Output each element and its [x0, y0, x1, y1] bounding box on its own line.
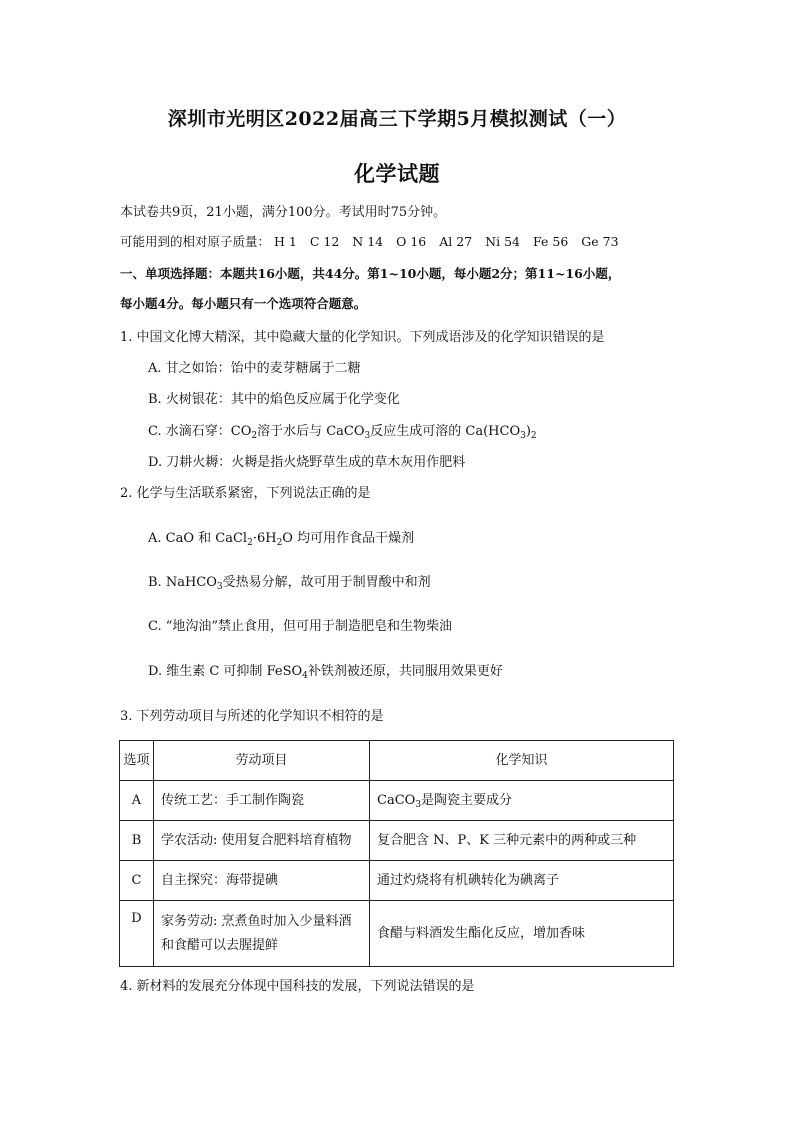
- atomic-mass-label: 可能用到的相对原子质量：: [120, 234, 271, 249]
- row-b-activity: 学农活动: 使用复合肥料培育植物: [154, 821, 370, 861]
- header-option: 选项: [120, 741, 154, 781]
- mass-al: Al 27: [439, 234, 473, 249]
- row-a-activity: 传统工艺：手工制作陶瓷: [154, 781, 370, 821]
- question-4-stem: 4. 新材料的发展充分体现中国科技的发展，下列说法错误的是: [120, 979, 475, 994]
- row-b-knowledge: 复合肥含 N、P、K 三种元素中的两种或三种: [370, 821, 674, 861]
- exam-title: 深圳市光明区2022届高三下学期5月模拟测试（一）: [167, 108, 627, 130]
- row-a-option: A: [120, 781, 154, 821]
- section-heading-line2: 每小题4分。每小题只有一个选项符合题意。: [120, 296, 367, 311]
- row-b-option: B: [120, 821, 154, 861]
- section-heading-line1: 一、单项选择题：本题共16小题，共44分。第1~10小题，每小题2分；第11~16小题，: [120, 266, 621, 281]
- question-2-option-c: C. “地沟油”禁止食用，但可用于制造肥皂和生物柴油: [148, 619, 453, 634]
- row-c-activity: 自主探究：海带提碘: [154, 861, 370, 901]
- mass-n: N 14: [352, 234, 384, 249]
- row-a-knowledge: CaCO$_3$是陶瓷主要成分: [370, 781, 674, 821]
- row-d-option: D: [120, 901, 154, 967]
- question-1-option-a: A. 甘之如饴：饴中的麦芽糖属于二糖: [148, 361, 361, 376]
- question-1-stem: 1. 中国文化博大精深，其中隐藏大量的化学知识。下列成语涉及的化学知识错误的是: [120, 330, 605, 345]
- question-2-stem: 2. 化学与生活联系紧密，下列说法正确的是: [120, 486, 371, 501]
- mass-ge: Ge 73: [581, 234, 619, 249]
- table-row: [120, 901, 674, 967]
- question-1-option-d: D. 刀耕火耨：火耨是指火烧野草生成的草木灰用作肥料: [148, 455, 466, 470]
- atomic-mass-line: [120, 232, 632, 250]
- header-activity: 劳动项目: [154, 741, 370, 781]
- question-3-stem: 3. 下列劳动项目与所述的化学知识不相符的是: [120, 709, 384, 724]
- table-row: [120, 821, 674, 861]
- question-1-option-b: B. 火树银花：其中的焰色反应属于化学变化: [148, 392, 400, 407]
- question-1-option-c: C. 水滴石穿：$CO_2$溶于水后与 CaCO$_3$反应生成可溶的 $Ca(HCO_3)_2$: [148, 424, 537, 441]
- question-3-table: [119, 740, 674, 967]
- question-2-option-d: D. 维生素 C 可抑制 FeSO$_4$补铁剂被还原，共同服用效果更好: [148, 664, 503, 681]
- exam-subtitle: 化学试题: [354, 161, 440, 186]
- table-row: [120, 781, 674, 821]
- table-row: [120, 861, 674, 901]
- row-c-option: C: [120, 861, 154, 901]
- row-c-knowledge: 通过灼烧将有机碘转化为碘离子: [370, 861, 674, 901]
- row-d-knowledge: 食醋与料酒发生酯化反应，增加香味: [370, 901, 674, 967]
- mass-c: C 12: [309, 234, 340, 249]
- mass-ni: Ni 54: [485, 234, 520, 249]
- table-header-row: [120, 741, 674, 781]
- header-knowledge: 化学知识: [370, 741, 674, 781]
- mass-h: H 1: [274, 234, 297, 249]
- question-2-option-b: B. NaHCO$_3$受热易分解，故可用于制胃酸中和剂: [148, 575, 431, 592]
- exam-info: 本试卷共9页，21小题，满分100分。考试用时75分钟。: [120, 205, 447, 220]
- mass-o: O 16: [396, 234, 427, 249]
- mass-fe: Fe 56: [533, 234, 569, 249]
- row-d-activity: 家务劳动: 烹煮鱼时加入少量料酒 和食醋可以去腥提鲜: [154, 901, 370, 967]
- question-2-option-a: A. CaO 和 $CaCl_2\cdot 6H_2O$ 均可用作食品干燥剂: [148, 531, 415, 548]
